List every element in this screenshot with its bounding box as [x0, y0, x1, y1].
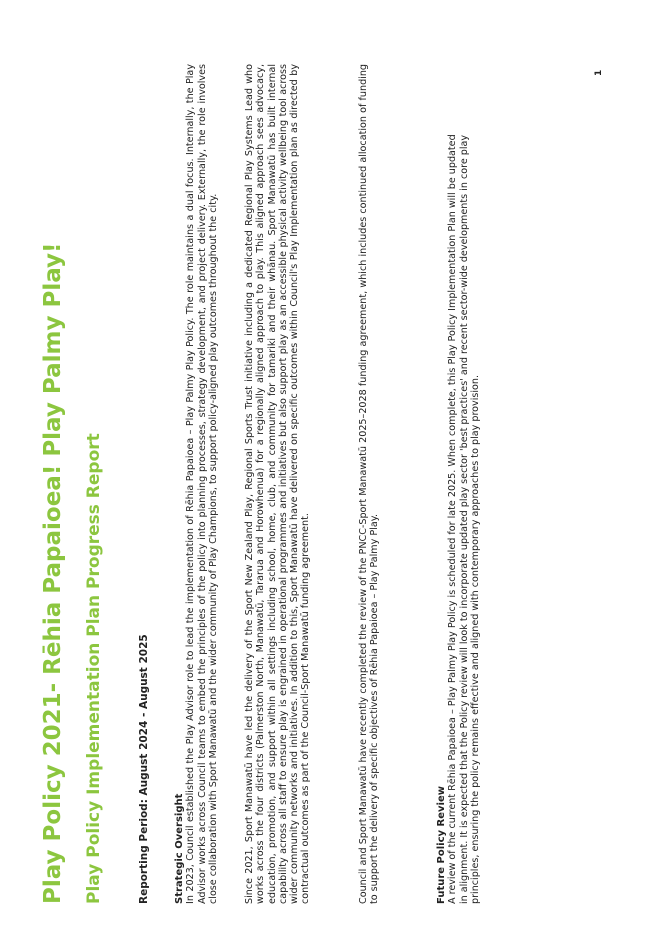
- section-paragraph: Since 2021, Sport Manawatū have led the delivery of the Sport New Zealand Play, Regional Sports Trust initiative including a dedicated Regional Play Systems Lead who works across the four districts (Palmerston North, Manawatū, Tararua and Horowhenua) for a regionally aligned approach to play. This aligned approach sees advocacy, education, promotion, and support within all settings including school, home, club, and community for tamariki and their whānau. Sport Manawatū has built internal capability across all staff to ensure play is engrained in operational programmes and initiatives but also support play as an accessible physical activity wellbeing tool across wider community networks and initiatives. In addition to this, Sport Manawatū have delivered on specific outcomes within Council's Play Implementation plan as directed by contractual outcomes as part of the Council-Sport Manawatū funding agreement.: [244, 64, 312, 904]
- section-paragraph: In 2023, Council established the Play Advisor role to lead the implementation of Rēhia Papaioea – Play Palmy Play Policy. The role maintains a dual focus. Internally, the Play Advisor works across Council teams to embed the principles of the policy into planning processes, strategy development, and project delivery. Externally, the role involves close collaboration with Sport Manawatū and the wider community of Play Champions, to support policy-aligned play outcomes throughout the city.: [185, 64, 219, 904]
- section-heading: Strategic Oversight: [174, 793, 185, 904]
- section-funding-agreement: [358, 64, 381, 904]
- section-paragraph: A review of the current Rēhia Papaioea – Play Palmy Play Policy is scheduled for late 2025. When complete, this Play Policy Implementation Plan will be updated in alignment. It is expected that the Policy review will look to incorporate updated play sector 'best practices' and recent sector-wide developments in core play principles, ensuring the policy remains effective and aligned with contemporary approaches to play provision.: [447, 134, 481, 904]
- rotated-content: [22, 44, 622, 904]
- section-sport-manawatu: [244, 64, 312, 904]
- document-title: Play Policy 2021- Rēhia Papaioea! Play Palmy Play!: [40, 242, 66, 904]
- document-subtitle: Play Policy Implementation Plan Progress Report: [84, 433, 104, 904]
- page-number: 1: [594, 69, 604, 76]
- section-heading: Future Policy Review: [436, 786, 447, 904]
- section-future-policy-review: [436, 134, 481, 904]
- section-paragraph: Council and Sport Manawatū have recently completed the review of the PNCC-Sport Manawatū 2025–2028 funding agreement, which includes continued allocation of funding to support the delivery of specific objectives of Rēhia Papaioea – Play Palmy Play.: [358, 64, 381, 904]
- reporting-period: Reporting Period: August 2024 - August 2025: [138, 634, 150, 904]
- section-strategic-oversight: [174, 64, 219, 904]
